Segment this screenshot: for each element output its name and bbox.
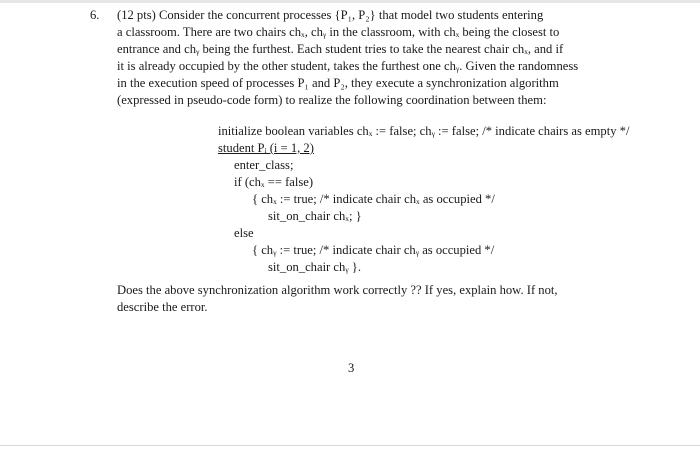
code-else-sit: sit_on_chair chᵧ }. xyxy=(268,260,361,274)
top-shading xyxy=(0,0,700,3)
question-line: in the execution speed of processes P₁ and P₂, they execute a synchronization algorithm xyxy=(117,76,559,90)
code-then-assign: { chₓ := true; /* indicate chair chₓ as occupied */ xyxy=(252,192,495,206)
question-number: 6. xyxy=(90,8,100,22)
bottom-divider xyxy=(0,445,700,446)
question-line: (12 pts) Consider the concurrent processes {P₁, P₂} that model two students entering xyxy=(117,8,544,22)
question-line: a classroom. There are two chairs chₓ, chᵧ in the classroom, with chₓ being the closest to xyxy=(117,25,560,39)
code-init-line: initialize boolean variables chₓ := false; chᵧ := false; /* indicate chairs as empty */ xyxy=(218,124,630,138)
code-then-sit: sit_on_chair chₓ; } xyxy=(268,209,362,223)
follow-up-line: Does the above synchronization algorithm work correctly ?? If yes, explain how. If not, xyxy=(117,283,558,297)
code-if-line: if (chₓ == false) xyxy=(234,175,314,189)
pseudo-code-block xyxy=(218,123,688,276)
page-number: 3 xyxy=(348,361,355,375)
question-text xyxy=(117,7,627,109)
code-else-keyword: else xyxy=(234,226,254,240)
follow-up-line: describe the error. xyxy=(117,300,208,314)
follow-up-question xyxy=(117,282,627,316)
question-line: entrance and chᵧ being the furthest. Each student tries to take the nearest chair chₓ, and if xyxy=(117,42,564,56)
code-process-header: student Pᵢ (i = 1, 2) xyxy=(218,141,314,155)
question-line: it is already occupied by the other student, takes the furthest one chᵧ. Given the randomness xyxy=(117,59,579,73)
code-else-assign: { chᵧ := true; /* indicate chair chᵧ as occupied */ xyxy=(252,243,495,257)
code-enter-line: enter_class; xyxy=(234,158,294,172)
question-line: (expressed in pseudo-code form) to realize the following coordination between them: xyxy=(117,93,547,107)
